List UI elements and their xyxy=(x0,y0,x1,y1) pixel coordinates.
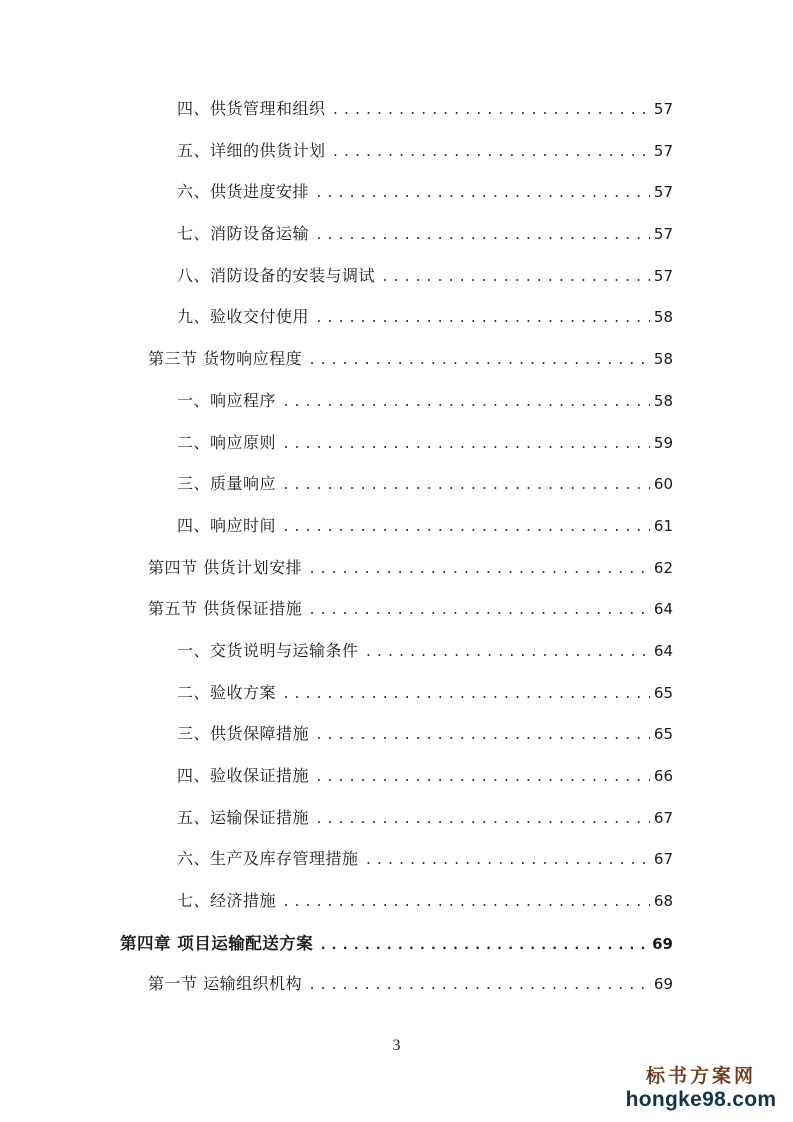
toc-dot-leader xyxy=(315,728,650,743)
toc-entry-page: 67 xyxy=(653,850,673,869)
toc-entry-title: 九、验收交付使用 xyxy=(177,307,310,327)
toc-entry-page: 57 xyxy=(653,266,673,285)
toc-entry-page: 62 xyxy=(653,558,673,577)
toc-entry-page: 58 xyxy=(653,308,673,327)
toc-entry-title: 第四章 项目运输配送方案 xyxy=(120,933,314,953)
toc-entry-title: 三、质量响应 xyxy=(177,474,277,494)
toc-entry[interactable] xyxy=(0,513,793,555)
toc-entry[interactable] xyxy=(0,304,793,346)
toc-entry[interactable] xyxy=(0,471,793,513)
toc-entry[interactable] xyxy=(0,555,793,597)
toc-entry[interactable] xyxy=(0,638,793,680)
toc-dot-leader xyxy=(315,186,650,201)
toc-entry-title: 七、经济措施 xyxy=(177,891,277,911)
toc-entry-title: 五、详细的供货计划 xyxy=(177,140,326,160)
page-number: 3 xyxy=(392,1037,401,1054)
toc-dot-leader xyxy=(282,478,650,493)
toc-entry-page: 69 xyxy=(653,975,673,994)
toc-entry[interactable] xyxy=(0,430,793,472)
toc-entry[interactable] xyxy=(0,263,793,305)
toc-dot-leader xyxy=(308,562,650,577)
toc-entry[interactable] xyxy=(0,179,793,221)
toc-entry-title: 四、验收保证措施 xyxy=(177,766,310,785)
site-watermark-logo xyxy=(621,1061,781,1112)
toc-dot-leader xyxy=(332,103,650,118)
toc-dot-leader xyxy=(381,270,650,285)
toc-entry-page: 57 xyxy=(653,100,673,118)
toc-entry-page: 65 xyxy=(653,683,673,702)
toc-entry[interactable] xyxy=(0,680,793,722)
toc-dot-leader xyxy=(282,687,650,702)
toc-entry[interactable] xyxy=(0,96,793,138)
toc-entry-title: 第三节 货物响应程度 xyxy=(148,349,303,369)
watermark-url-text: hongke98.com xyxy=(625,1088,777,1111)
toc-entry-page: 59 xyxy=(653,433,673,452)
watermark-chinese-text: 标书方案网 xyxy=(645,1065,756,1087)
toc-dot-leader xyxy=(319,938,648,953)
toc-entry-page: 67 xyxy=(653,808,673,827)
toc-entry-page: 64 xyxy=(653,641,673,660)
toc-entry[interactable] xyxy=(0,221,793,263)
toc-entry-title: 第一节 运输组织机构 xyxy=(148,974,303,994)
toc-entry-page: 58 xyxy=(653,391,673,410)
toc-entry-title: 二、验收方案 xyxy=(177,682,277,702)
toc-dot-leader xyxy=(365,853,650,868)
toc-entry[interactable] xyxy=(0,596,793,638)
toc-entry-title: 四、响应时间 xyxy=(177,515,277,535)
toc-entry[interactable] xyxy=(0,346,793,388)
toc-dot-leader xyxy=(315,812,650,827)
toc-entry-page: 61 xyxy=(653,516,673,535)
toc-entry-page: 58 xyxy=(653,350,673,369)
toc-dot-leader xyxy=(282,520,650,535)
toc-entry-title: 八、消防设备的安装与调试 xyxy=(177,265,376,285)
toc-entry-title: 四、供货管理和组织 xyxy=(177,99,326,118)
toc-entry[interactable] xyxy=(0,805,793,847)
toc-dot-leader xyxy=(282,437,650,452)
toc-dot-leader xyxy=(282,895,650,910)
toc-dot-leader xyxy=(315,770,650,785)
toc-entry-page: 66 xyxy=(653,767,673,785)
toc-dot-leader xyxy=(308,603,650,618)
toc-dot-leader xyxy=(308,978,650,993)
toc-entry-page: 57 xyxy=(653,183,673,202)
toc-entry-title: 一、交货说明与运输条件 xyxy=(177,640,359,660)
toc-entry[interactable] xyxy=(0,846,793,888)
toc-entry-title: 六、生产及库存管理措施 xyxy=(177,849,359,869)
toc-dot-leader xyxy=(332,145,650,160)
toc-entry-title: 七、消防设备运输 xyxy=(177,224,310,244)
toc-entry-title: 六、供货进度安排 xyxy=(177,182,310,202)
toc-entry[interactable] xyxy=(0,388,793,430)
toc-entry[interactable] xyxy=(0,930,793,972)
toc-entry-title: 五、运输保证措施 xyxy=(177,807,310,827)
toc-entry[interactable] xyxy=(0,888,793,930)
toc-dot-leader xyxy=(282,395,650,410)
toc-entry-title: 一、响应程序 xyxy=(177,390,277,410)
toc-entry[interactable] xyxy=(0,763,793,805)
toc-entry[interactable] xyxy=(0,721,793,763)
toc-entry-title: 第五节 供货保证措施 xyxy=(148,599,303,619)
toc-dot-leader xyxy=(315,311,650,326)
toc-entry-page: 60 xyxy=(653,475,673,494)
toc-dot-leader xyxy=(365,645,650,660)
toc-entry[interactable] xyxy=(0,138,793,180)
toc-entry-title: 二、响应原则 xyxy=(177,432,277,452)
toc-entry-page: 57 xyxy=(653,225,673,244)
toc-entry-page: 65 xyxy=(653,725,673,744)
table-of-contents xyxy=(0,96,793,1013)
toc-entry-page: 57 xyxy=(653,141,673,160)
toc-entry-title: 第四节 供货计划安排 xyxy=(148,557,303,577)
toc-entry-page: 68 xyxy=(653,892,673,911)
toc-entry-page: 64 xyxy=(653,600,673,619)
toc-entry-title: 三、供货保障措施 xyxy=(177,724,310,744)
toc-entry[interactable] xyxy=(0,971,793,1013)
toc-entry-page: 69 xyxy=(652,934,673,953)
toc-dot-leader xyxy=(315,228,650,243)
toc-dot-leader xyxy=(308,353,650,368)
